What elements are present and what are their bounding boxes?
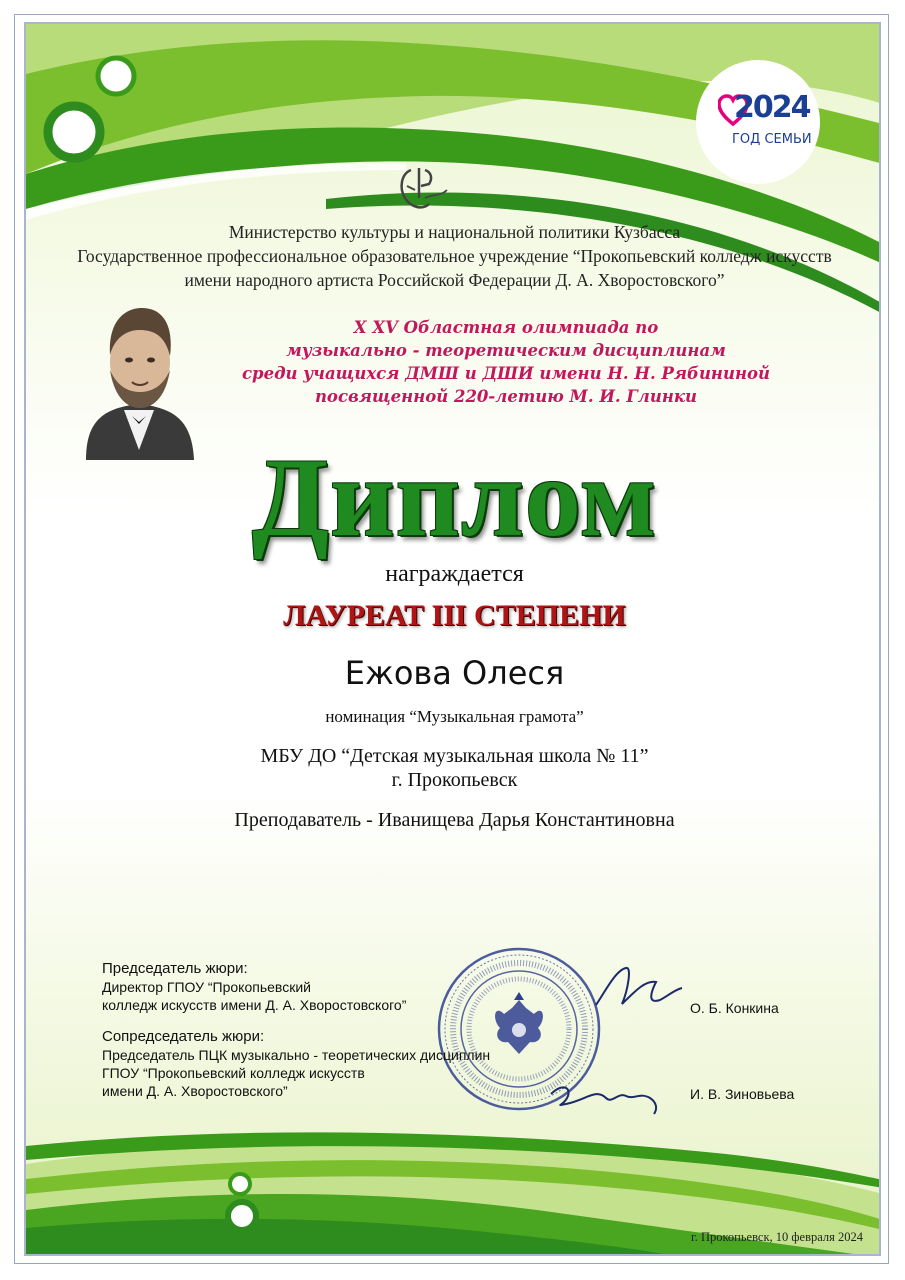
laureate-degree: ЛАУРЕАТ III СТЕПЕНИ: [283, 599, 626, 632]
jury-cochair-line-3: имени Д. А. Хворостовского”: [102, 1083, 288, 1099]
cochair-signature: [546, 1074, 666, 1119]
olympiad-line-4: посвященной 220-летию М. И. Глинки: [314, 387, 698, 406]
olympiad-line-1: X XV Областная олимпиада по: [353, 318, 659, 337]
recipient-name: Ежова Олеся: [344, 654, 565, 692]
diploma-title: Диплом: [251, 436, 658, 560]
jury-chair-line-2: колледж искусств имени Д. А. Хворостовского”: [102, 997, 407, 1013]
jury-cochair-role: Сопредседатель жюри:: [102, 1028, 265, 1045]
jury-cochair-line-1: Председатель ПЦК музыкально - теоретических дисциплин: [102, 1047, 491, 1063]
nomination: номинация “Музыкальная грамота”: [325, 707, 584, 726]
jury-chair-block: [102, 960, 406, 1014]
awarded-text: награждается: [385, 561, 524, 587]
college-emblem-icon: [391, 164, 451, 220]
school-city: г. Прокопьевск: [391, 769, 518, 791]
jury-cochair-name: И. В. Зиновьева: [690, 1086, 795, 1102]
header-line-1: Министерство культуры и национальной политики Кузбасса: [228, 222, 681, 242]
chair-signature: [586, 960, 686, 1020]
header-line-2: Государственное профессиональное образовательное учреждение “Прокопьевский колледж искусств: [77, 246, 832, 266]
school-name: МБУ ДО “Детская музыкальная школа № 11”: [260, 745, 649, 767]
bottom-decorative-circles: [222, 1168, 272, 1248]
header-line-3: имени народного артиста Российской Федерации Д. А. Хворостовского”: [184, 270, 725, 290]
diploma-sheet: [24, 22, 881, 1256]
year-of-family-logo: [696, 60, 820, 184]
jury-chair-role: Председатель жюри:: [102, 960, 248, 977]
jury-chair-line-1: Директор ГПОУ “Прокопьевский: [102, 979, 311, 995]
decorative-circle-large: [36, 94, 116, 174]
olympiad-title: [206, 316, 806, 408]
jury-cochair-line-2: ГПОУ “Прокопьевский колледж искусств: [102, 1065, 365, 1081]
logo-year: 2024: [734, 90, 810, 125]
jury-cochair-block: [102, 1028, 490, 1100]
logo-subtitle: ГОД СЕМЬИ: [732, 132, 812, 147]
jury-chair-name: О. Б. Конкина: [690, 1000, 779, 1016]
teacher: Преподаватель - Иванищева Дарья Константиновна: [234, 809, 675, 831]
olympiad-line-3: среди учащихся ДМШ и ДШИ имени Н. Н. Рябининой: [241, 364, 770, 383]
olympiad-line-2: музыкально - теоретическим дисциплинам: [286, 341, 726, 360]
institution-header: [26, 220, 881, 292]
footer-date: г. Прокопьевск, 10 февраля 2024: [690, 1230, 863, 1244]
